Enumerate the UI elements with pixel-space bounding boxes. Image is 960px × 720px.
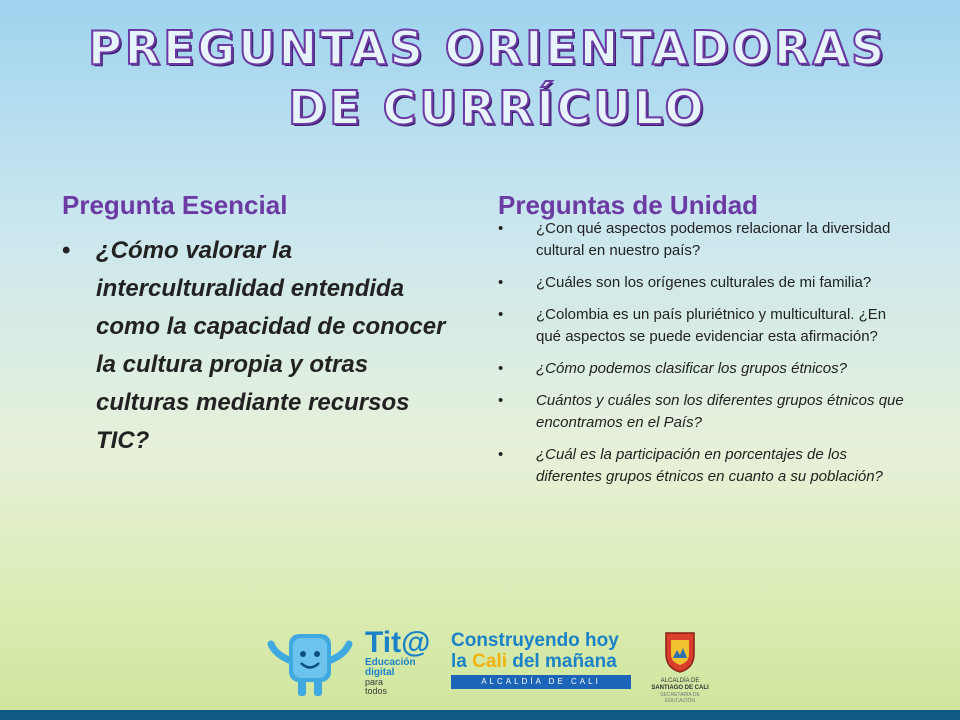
bottom-bar (0, 710, 960, 720)
tita-mascot-icon (265, 630, 355, 700)
footer-logos (265, 628, 715, 702)
essential-question-list (62, 232, 462, 460)
unit-question: • ¿Colombia es un país pluriétnico y multicultural. ¿En qué aspectos se puede evidenciar esta afirmación? (498, 304, 908, 348)
tita-tagline-2: digital (365, 667, 395, 678)
slide-title-line2: DE CURRÍCULO (288, 81, 707, 135)
cali-slogan-part-c: del mañana (506, 651, 617, 672)
unit-question: • Cuántos y cuáles son los diferentes grupos étnicos que encontramos en el País? (498, 390, 908, 434)
unit-question: • ¿Cuál es la participación en porcentajes de los diferentes grupos étnicos en cuanto a su población? (498, 444, 908, 488)
tita-tagline-4: todos (365, 686, 388, 696)
unit-question: • ¿Cómo podemos clasificar los grupos étnicos? (498, 358, 908, 380)
tita-tagline-1: Educación (365, 657, 416, 668)
alcaldia-line3: SECRETARÍA DE EDUCACIÓN (660, 692, 700, 704)
alcaldia-logo (645, 630, 715, 704)
essential-question-heading: Pregunta Esencial (62, 190, 288, 220)
coat-of-arms-icon (663, 630, 697, 674)
cali-slogan-part-a: la (451, 651, 473, 672)
cali-slogan-line2 (451, 651, 631, 672)
slide-title (88, 18, 908, 138)
cali-slogan-line1: Construyendo hoy (451, 630, 619, 651)
cali-slogan-bar: ALCALDÍA DE CALI (451, 675, 631, 689)
alcaldia-line2: SANTIAGO DE CALI (651, 685, 709, 691)
tita-brand: Tit@ (365, 626, 431, 659)
slide-title-line1: PREGUNTAS ORIENTADORAS (88, 21, 888, 75)
cali-slogan-highlight: Cali (472, 651, 507, 672)
alcaldia-line1: ALCALDÍA DE (660, 678, 700, 684)
tita-logo (365, 628, 447, 700)
essential-question: • ¿Cómo valorar la interculturalidad entendida como la capacidad de conocer la cultura propia y otras culturas mediante recursos TIC? (62, 232, 462, 460)
construyendo-cali-logo (451, 630, 631, 700)
unit-question: • ¿Con qué aspectos podemos relacionar la diversidad cultural en nuestro país? (498, 218, 908, 262)
unit-questions-list (498, 218, 908, 498)
unit-question: • ¿Cuáles son los orígenes culturales de mi familia? (498, 272, 908, 294)
unit-questions-heading: Preguntas de Unidad (498, 190, 759, 220)
tita-tagline-3: para (365, 677, 384, 687)
